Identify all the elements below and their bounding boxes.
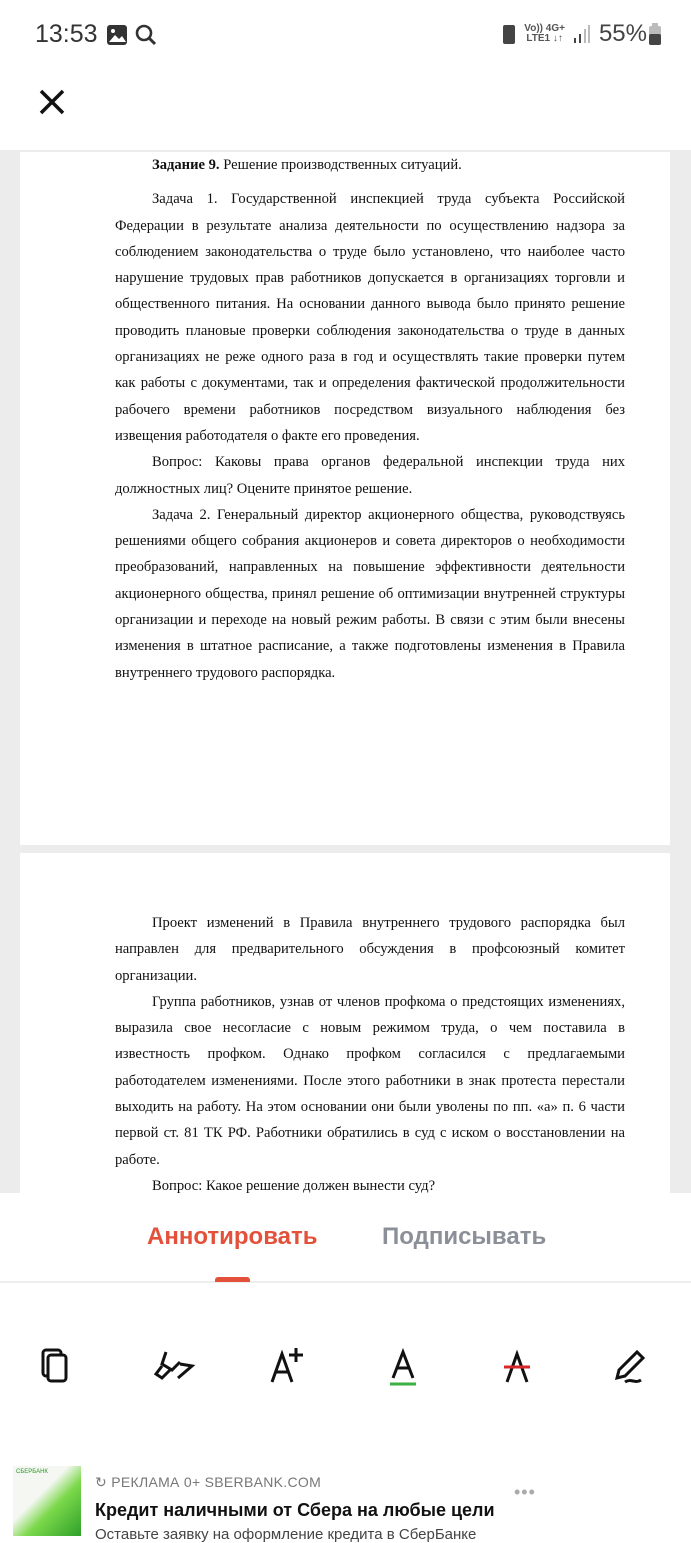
add-text-icon[interactable] [262,1340,312,1390]
gallery-icon [106,24,128,46]
paragraph: Задача 1. Государственной инспекцией труда субъекта Российской Федерации в результате анализа деятельности по осуществлению надзора за соблюдением законодательства о труде было установлено, что наиболее часто нарушение трудовых прав работников допускается в организациях торговли и общественного питания. На основании данного вывода было принято решение проводить плановые проверки соблюдения законодательства о труде в данных организациях не реже одного раза в год и осуществлять такие проверки путем как работы с документами, так и определения фактической продолжительности рабочего времени работников посредством визуального наблюдения без извещения работодателя о факте его проведения. [115,191,625,444]
paragraph: Вопрос: Каковы права органов федеральной инспекции труда них должностных лиц? Оцените принятое решение. [115,454,625,497]
tab-sign[interactable]: Подписывать [382,1223,547,1250]
advertisement[interactable] [0,1460,691,1543]
document-page-2 [20,853,670,1193]
network-indicator: Vo)) 4G+ LTE1 ↓↑ [524,23,565,44]
ad-more-button[interactable]: ••• [514,1482,536,1502]
status-bar [0,0,691,72]
paragraph: Проект изменений в Правила внутреннего трудового распорядка был направлен для предварительного обсуждения в профсоюзный комитет организации. [115,915,625,984]
active-tab-indicator [215,1277,250,1282]
battery-percent: 55% [598,20,647,47]
paragraph: Группа работников, узнав от членов профкома о предстоящих изменениях, выразила свое несогласие с новым режимом труда, о чем поставила в известность профком. Однако профком согласился с предлагаемыми работодателем изменениями. После этого работники в знак протеста перестали выходить на работу. На этом основании они были уволены по пп. «а» п. 6 части первой ст. 81 ТК РФ. Работники обратились в суд с иском о восстановлении на работе. [115,993,625,1168]
paragraph: Вопрос: Какое решение должен вынести суд? [152,1177,436,1193]
battery-icon [649,23,661,45]
strikethrough-icon[interactable] [492,1340,542,1390]
copy-icon[interactable] [33,1340,83,1390]
page-text [115,910,625,1193]
task-heading-rest: Решение производственных ситуаций. [219,157,462,173]
page-text [115,152,625,686]
mode-tabs [0,1193,691,1283]
ad-title[interactable]: Кредит наличными от Сбера на любые цели [95,1500,495,1520]
pen-sign-icon[interactable] [607,1340,657,1390]
ad-subtitle: Оставьте заявку на оформление кредита в СберБанке [95,1526,477,1543]
ad-image-logo: СБЕРБАНК [16,1469,48,1475]
task-heading: Задание 9. [152,157,220,173]
annotation-toolbar [0,1340,691,1400]
search-icon [135,24,157,46]
tab-annotate[interactable]: Аннотировать [147,1223,318,1250]
paragraph: Задача 2. Генеральный директор акционерного общества, руководствуясь решениями общего собрания акционеров и совета директоров о необходимости преобразований, направленных на повышение эффективности деятельности акционерного общества, принял решение об оптимизации внутренней структуры организации и переходе на новый режим работы. В связи с этим были внесены изменения в штатное расписание, а также подготовлены изменения в Правила внутреннего трудового распорядка. [115,506,625,681]
battery-saver-icon [502,23,516,45]
ad-label [95,1474,321,1491]
highlighter-icon[interactable] [148,1340,198,1390]
ad-image[interactable] [13,1466,81,1536]
underline-icon[interactable] [378,1340,428,1390]
document-viewer[interactable] [0,150,691,1193]
signal-icon [573,24,591,44]
close-icon[interactable] [36,86,68,118]
ad-label-text: РЕКЛАМА 0+ SBERBANK.COM [111,1474,322,1490]
clock: 13:53 [35,20,98,48]
document-page-1 [20,152,670,845]
ad-badge-icon: ↻ [95,1474,112,1490]
